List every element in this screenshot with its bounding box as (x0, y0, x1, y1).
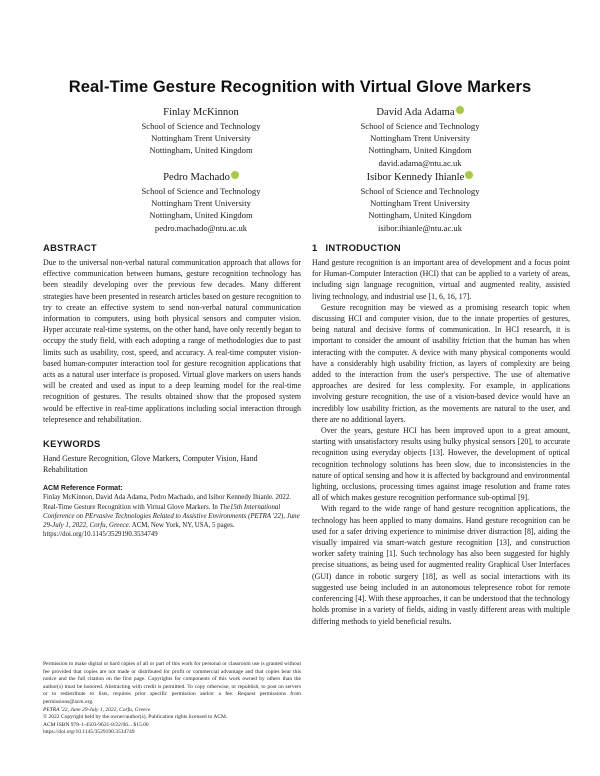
author-location: Nottingham, United Kingdom (149, 210, 253, 221)
author-department: School of Science and Technology (141, 121, 261, 131)
acm-reference-text (43, 493, 301, 539)
author-block-3 (96, 171, 306, 234)
copyright-line: © 2022 Copyright held by the owner/author(s). Publication rights licensed to ACM. (43, 714, 228, 721)
author-email[interactable]: pedro.machado@ntu.ac.uk (154, 222, 248, 233)
section-number: 1 (312, 242, 318, 253)
author-email[interactable]: david.adama@ntu.ac.uk (378, 157, 462, 168)
author-block-2 (315, 106, 525, 169)
author-university: Nottingham Trent University (151, 133, 251, 144)
author-department: School of Science and Technology (360, 186, 480, 196)
author-location: Nottingham, United Kingdom (368, 145, 472, 156)
reference-authors: Finlay McKinnon, David Ada Adama, Pedro Machado, and Isibor Kennedy Ihianle. 2022. Real-Time Gesture Recognition with Virtual Glove Markers. In (43, 494, 292, 511)
orcid-icon[interactable] (456, 106, 464, 114)
abstract-heading: ABSTRACT (43, 242, 97, 253)
paper-title: Real-Time Gesture Recognition with Virtual Glove Markers (68, 78, 532, 96)
author-name: Isibor Kennedy Ihianle (366, 172, 465, 183)
author-department: School of Science and Technology (360, 121, 480, 131)
intro-paragraph: Over the years, gesture HCI has been improved upon to a great amount, starting with unsatisfactory results using bulky physical sensors [20], to accurate recognition using everyday objects [13]. However, the development of optical recognition technology solutions has been slow, due to inconsistencies in the nature of optical sensing and how it is affected by background and environmental lighting, occlusions, processing times against image resolution and frame rates all of which makes gesture recognition performance sub-optimal [9]. (312, 426, 570, 503)
orcid-icon[interactable] (231, 171, 239, 179)
intro-paragraph: With regard to the wide range of hand gesture recognition applications, the technology has been applied to many domains. Hand gesture recognition can be used for a safer driving experience to minimise driver distraction [8], aiding the visually impaired via smart-watch gesture recognition [13], and construction worker safety training [1]. Such technology has also been suggested for highly precise situations, as being used for augmented reality Graphical User Interfaces (GUI) dance in robotic surgery [18], as well as social interactions with its suggested use being included in an autonomous telepresence robot for remote conferencing [4]. With these approaches, it can be understood that the technology holds promise in a variety of fields, aiding in vastly different areas with multiple differing methods to yield beneficial results. (312, 504, 570, 626)
right-column (312, 242, 570, 627)
author-name: Finlay McKinnon (163, 107, 239, 118)
author-location: Nottingham, United Kingdom (149, 145, 253, 156)
introduction-heading (312, 242, 570, 254)
keywords-text: Hand Gesture Recognition, Glove Markers, Computer Vision, Hand Rehabilitation (43, 454, 258, 475)
orcid-icon[interactable] (465, 171, 473, 179)
author-block-4 (315, 171, 525, 234)
author-name: Pedro Machado (163, 172, 230, 183)
permission-text: Permission to make digital or hard copies of all or part of this work for personal or classroom use is granted without fee provided that copies are not made or distributed for profit or commercial advantage and that copies bear this notice and the full citation on the first page. Copyrights for components of this work owned by others than the author(s) must be honored. Abstracting with credit is permitted. To copy otherwise, or republish, to post on servers or to redistribute to lists, requires prior specific permission and/or a fee. Request permissions from permissions@acm.org. (43, 661, 301, 705)
conference-line: PETRA '22, June 29-July 1, 2022, Corfu, Greece (43, 706, 151, 713)
author-university: Nottingham Trent University (370, 198, 470, 209)
abstract-text: Due to the universal non-verbal natural communication approach that allows for effective communication between humans, gesture recognition technology has been steadily developing over the previous few decades. Many different strategies have been presented in research articles based on gesture recognition to try to create an effective system to send non-verbal natural communication information to computers, using both physical sensors and computer vision. Hyper accurate real-time systems, on the other hand, have only recently began to occupy the study field, with each adopting a range of methodologies due to past limits such as usability, cost, speed, and accuracy. A real-time computer vision-based human-computer interaction tool for gesture recognition applications that acts as a natural user interface is proposed. Virtual glove markers on users hands will be created and used as input to a deep learning model for the real-time recognition of gestures. The results obtained show that the proposed system would be effective in real-time applications including social interaction through telepresence and rehabilitation. (43, 258, 301, 424)
reference-venue: The15th International Conference on PErvasive Technologies Related to Assistive Environments (PETRA '22), June 29-July 1, 2022, Corfu, Greece. (43, 503, 300, 530)
doi-line[interactable]: https://doi.org/10.1145/3529190.3534749 (43, 729, 135, 736)
author-university: Nottingham Trent University (370, 133, 470, 144)
isbn-line: ACM ISBN 978-1-4503-9631-8/22/06... $15.00 (43, 721, 149, 728)
reference-doi[interactable]: ACM, New York, NY, USA, 5 pages. https://doi.org/10.1145/3529190.3534749 (43, 522, 235, 539)
author-department: School of Science and Technology (141, 186, 261, 196)
author-email[interactable]: isibor.ihianle@ntu.ac.uk (377, 222, 463, 233)
section-title: INTRODUCTION (325, 242, 401, 253)
left-column (43, 242, 301, 539)
author-university: Nottingham Trent University (151, 198, 251, 209)
author-location: Nottingham, United Kingdom (368, 210, 472, 221)
keywords-heading: KEYWORDS (43, 438, 101, 450)
permission-footnote (43, 661, 301, 737)
author-block-1 (96, 106, 306, 157)
intro-paragraph: Hand gesture recognition is an important area of development and a focus point for Human-Computer Interaction (HCI) that can be applied to a variety of areas, including sign language recognition, virtual and augmented reality, assisted living technology, and industrial use [1, 6, 16, 17]. (312, 258, 570, 301)
intro-paragraph: Gesture recognition may be viewed as a promising research topic when discussing HCI and computer vision, due to the innate properties of gestures, being natural and decisive forms of communication. In HCI research, it is important to consider the amount of usability friction that the human has when interacting with the computer. A device with many physical components would have a considerably high usability friction, as layers of complexity are being added to the interaction from the user's perspective. The use of alternative approaches are desired for less complexity. For example, in applications involving gesture recognition, the use of a vision-based device would have an incredibly low usability friction, as the movements are natural to the user, and there are no additional layers. (312, 302, 570, 424)
author-name: David Ada Adama (376, 107, 455, 118)
acm-reference-heading: ACM Reference Format: (43, 485, 123, 493)
